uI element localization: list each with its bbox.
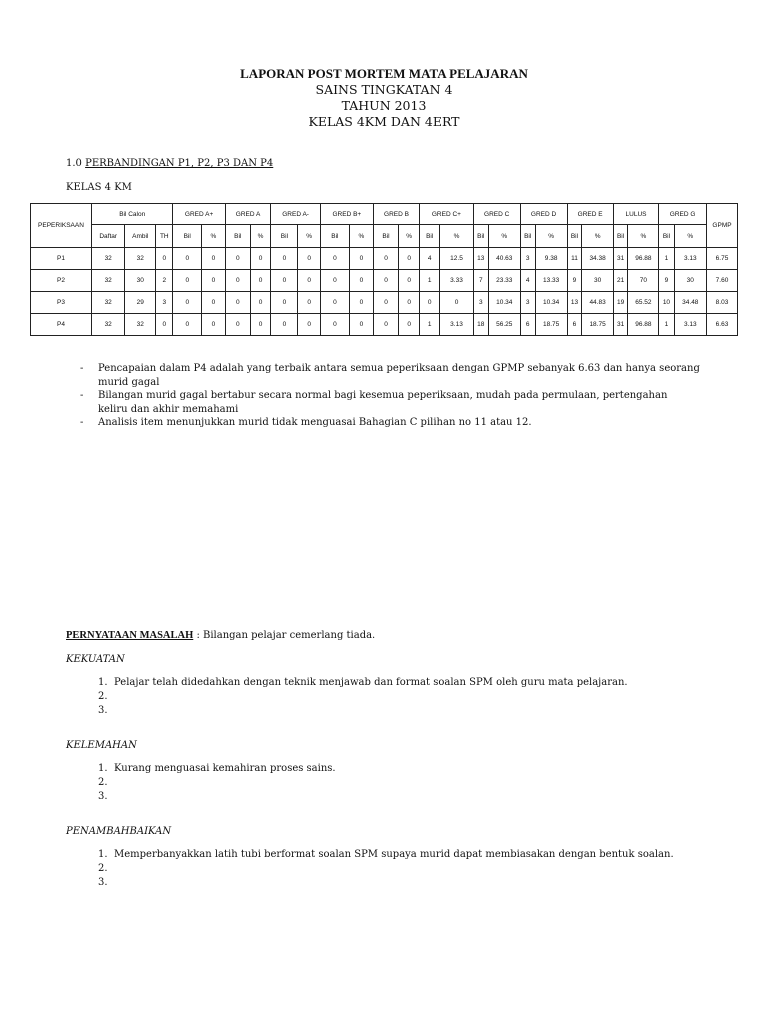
table-subheader-row — [31, 225, 738, 248]
report-subject: SAINS TINGKATAN 4 — [315, 82, 453, 97]
header-grade: GRED A+ — [173, 204, 225, 225]
problem-statement — [66, 630, 375, 641]
table-cell: 0 — [271, 292, 298, 314]
table-row — [31, 248, 738, 270]
table-header-row — [31, 204, 738, 225]
table-cell: 0 — [399, 270, 420, 292]
table-cell: 34.48 — [674, 292, 706, 314]
table-cell: 9 — [567, 270, 582, 292]
table-cell: 40.63 — [488, 248, 520, 270]
list-item: 3. — [98, 705, 108, 716]
table-body — [31, 248, 738, 336]
table-cell: 0 — [225, 248, 250, 270]
subheader-pct: % — [298, 225, 320, 248]
table-cell: 96.88 — [628, 314, 659, 336]
subheader-daftar: Daftar — [92, 225, 125, 248]
table-cell: 56.25 — [488, 314, 520, 336]
table-cell: 3.13 — [674, 248, 706, 270]
header-gpmp: GPMP — [707, 204, 738, 248]
table-cell: 32 — [125, 248, 156, 270]
header-grade: GRED A- — [271, 204, 320, 225]
header-grade: GRED E — [567, 204, 613, 225]
subheader-bil: Bil — [613, 225, 628, 248]
subheader-th: TH — [156, 225, 173, 248]
penambahbaikan-list — [98, 848, 674, 890]
table-cell: 1 — [420, 314, 440, 336]
report-classes: KELAS 4KM DAN 4ERT — [308, 114, 460, 129]
list-item: 1. Kurang menguasai kemahiran proses sains. — [98, 763, 336, 774]
table-cell: 0 — [373, 248, 398, 270]
table-cell: 0 — [320, 292, 349, 314]
table-cell: 7.60 — [707, 270, 738, 292]
exam-name-cell: P3 — [31, 292, 92, 314]
table-cell: 0 — [349, 270, 373, 292]
header-grade: LULUS — [613, 204, 659, 225]
list-item: 2. — [98, 691, 108, 702]
table-cell: 0 — [373, 270, 398, 292]
table-row — [31, 270, 738, 292]
table-cell: 32 — [92, 248, 125, 270]
exam-name-cell: P4 — [31, 314, 92, 336]
table-cell: 29 — [125, 292, 156, 314]
table-cell: 10.34 — [535, 292, 567, 314]
list-item: 3. — [98, 791, 108, 802]
kekuatan-title: KEKUATAN — [66, 654, 125, 665]
table-cell: 6.63 — [707, 314, 738, 336]
table-cell: 18 — [473, 314, 488, 336]
table-cell: 21 — [613, 270, 628, 292]
table-cell: 0 — [373, 314, 398, 336]
table-cell: 30 — [125, 270, 156, 292]
table-cell: 0 — [225, 270, 250, 292]
table-cell: 6.75 — [707, 248, 738, 270]
note-item: - Pencapaian dalam P4 adalah yang terbaik antara semua peperiksaan dengan GPMP sebanyak 6.63 dan hanya seorang murid gagal — [80, 362, 700, 389]
kelemahan-title: KELEMAHAN — [66, 740, 137, 751]
table-cell: 19 — [613, 292, 628, 314]
table-cell: 0 — [349, 292, 373, 314]
class-label: KELAS 4 KM — [66, 182, 132, 193]
report-year: TAHUN 2013 — [341, 98, 427, 113]
table-cell: 1 — [420, 270, 440, 292]
table-cell: 34.38 — [582, 248, 613, 270]
table-cell: 70 — [628, 270, 659, 292]
header-grade: GRED B+ — [320, 204, 373, 225]
table-cell: 0 — [173, 292, 202, 314]
table-cell: 9.38 — [535, 248, 567, 270]
table-cell: 0 — [320, 248, 349, 270]
section-title: PERBANDINGAN P1, P2, P3 DAN P4 — [85, 158, 274, 169]
table-cell: 0 — [399, 314, 420, 336]
subheader-bil: Bil — [173, 225, 202, 248]
subheader-pct: % — [674, 225, 706, 248]
table-cell: 4 — [520, 270, 535, 292]
subheader-bil: Bil — [373, 225, 398, 248]
header-grade: GRED D — [520, 204, 567, 225]
section-number: 1.0 — [66, 158, 82, 169]
table-cell: 0 — [202, 314, 226, 336]
table-cell: 10 — [659, 292, 674, 314]
results-table — [30, 203, 738, 336]
table-cell: 12.5 — [440, 248, 473, 270]
subheader-bil: Bil — [271, 225, 298, 248]
table-cell: 0 — [349, 248, 373, 270]
table-cell: 0 — [202, 248, 226, 270]
table-cell: 10.34 — [488, 292, 520, 314]
table-cell: 18.75 — [535, 314, 567, 336]
table-cell: 0 — [250, 314, 271, 336]
table-cell: 8.03 — [707, 292, 738, 314]
table-cell: 1 — [659, 314, 674, 336]
table-cell: 32 — [92, 314, 125, 336]
subheader-ambil: Ambil — [125, 225, 156, 248]
table-row — [31, 292, 738, 314]
table-row — [31, 314, 738, 336]
subheader-pct: % — [440, 225, 473, 248]
subheader-pct: % — [399, 225, 420, 248]
table-cell: 31 — [613, 314, 628, 336]
table-cell: 3.33 — [440, 270, 473, 292]
table-cell: 0 — [298, 292, 320, 314]
table-cell: 7 — [473, 270, 488, 292]
list-item: 3. — [98, 877, 108, 888]
subheader-bil: Bil — [320, 225, 349, 248]
table-cell: 23.33 — [488, 270, 520, 292]
subheader-bil: Bil — [659, 225, 674, 248]
problem-text: : Bilangan pelajar cemerlang tiada. — [193, 630, 376, 641]
table-cell: 6 — [520, 314, 535, 336]
table-cell: 0 — [271, 248, 298, 270]
header-grade: GRED G — [659, 204, 707, 225]
table-cell: 0 — [173, 248, 202, 270]
table-cell: 0 — [173, 314, 202, 336]
list-item: 1. Pelajar telah didedahkan dengan teknik menjawab dan format soalan SPM oleh guru mata pelajaran. — [98, 677, 628, 688]
table-cell: 30 — [582, 270, 613, 292]
exam-name-cell: P2 — [31, 270, 92, 292]
table-cell: 0 — [271, 270, 298, 292]
subheader-bil: Bil — [520, 225, 535, 248]
list-item: 1. Memperbanyakkan latih tubi berformat soalan SPM supaya murid dapat membiasakan dengan bentuk soalan. — [98, 849, 674, 860]
note-item: - Bilangan murid gagal bertabur secara normal bagi kesemua peperiksaan, mudah pada permulaan, pertengahan keliru dan akhir memahami — [80, 389, 700, 416]
header-grade: GRED C+ — [420, 204, 474, 225]
table-cell: 0 — [373, 292, 398, 314]
section-heading — [66, 158, 273, 169]
report-header — [0, 66, 768, 130]
table-cell: 0 — [298, 270, 320, 292]
subheader-pct: % — [582, 225, 613, 248]
subheader-bil: Bil — [225, 225, 250, 248]
subheader-pct: % — [250, 225, 271, 248]
table-cell: 2 — [156, 270, 173, 292]
table-cell: 32 — [92, 270, 125, 292]
table-cell: 0 — [320, 314, 349, 336]
table-cell: 0 — [225, 292, 250, 314]
table-cell: 0 — [250, 270, 271, 292]
subheader-pct: % — [535, 225, 567, 248]
subheader-pct: % — [349, 225, 373, 248]
table-cell: 9 — [659, 270, 674, 292]
problem-label: PERNYATAAN MASALAH — [66, 630, 194, 641]
table-cell: 0 — [298, 248, 320, 270]
kekuatan-list — [98, 676, 628, 718]
table-cell: 18.75 — [582, 314, 613, 336]
table-cell: 44.83 — [582, 292, 613, 314]
table-cell: 0 — [349, 314, 373, 336]
subheader-bil: Bil — [420, 225, 440, 248]
report-title: LAPORAN POST MORTEM MATA PELAJARAN — [240, 66, 528, 81]
table-cell: 0 — [156, 248, 173, 270]
header-grade: GRED A — [225, 204, 271, 225]
table-cell: 3 — [156, 292, 173, 314]
subheader-pct: % — [202, 225, 226, 248]
exam-name-cell: P1 — [31, 248, 92, 270]
table-cell: 31 — [613, 248, 628, 270]
list-item: 2. — [98, 777, 108, 788]
table-cell: 4 — [420, 248, 440, 270]
table-cell: 3 — [473, 292, 488, 314]
table-cell: 3.13 — [440, 314, 473, 336]
table-cell: 13 — [567, 292, 582, 314]
table-cell: 6 — [567, 314, 582, 336]
table-cell: 11 — [567, 248, 582, 270]
list-item: 2. — [98, 863, 108, 874]
table-cell: 0 — [202, 292, 226, 314]
table-cell: 0 — [298, 314, 320, 336]
table-cell: 13.33 — [535, 270, 567, 292]
table-cell: 0 — [399, 292, 420, 314]
table-cell: 0 — [399, 248, 420, 270]
subheader-pct: % — [488, 225, 520, 248]
table-cell: 32 — [125, 314, 156, 336]
penambahbaikan-title: PENAMBAHBAIKAN — [66, 826, 172, 837]
table-cell: 0 — [156, 314, 173, 336]
table-cell: 0 — [225, 314, 250, 336]
header-grade: GRED B — [373, 204, 419, 225]
table-cell: 13 — [473, 248, 488, 270]
table-cell: 0 — [440, 292, 473, 314]
table-cell: 0 — [173, 270, 202, 292]
table-cell: 0 — [420, 292, 440, 314]
table-cell: 0 — [271, 314, 298, 336]
table-cell: 30 — [674, 270, 706, 292]
subheader-bil: Bil — [473, 225, 488, 248]
table-cell: 1 — [659, 248, 674, 270]
table-cell: 0 — [250, 292, 271, 314]
table-cell: 96.88 — [628, 248, 659, 270]
table-cell: 3.13 — [674, 314, 706, 336]
subheader-pct: % — [628, 225, 659, 248]
kelemahan-list — [98, 762, 336, 804]
table-cell: 32 — [92, 292, 125, 314]
note-item: - Analisis item menunjukkan murid tidak menguasai Bahagian C pilihan no 11 atau 12. — [80, 416, 700, 430]
table-cell: 0 — [320, 270, 349, 292]
header-peperiksaan: PEPERIKSAAN — [31, 204, 92, 248]
table-cell: 0 — [250, 248, 271, 270]
table-cell: 65.52 — [628, 292, 659, 314]
header-bil-calon: Bil Calon — [92, 204, 173, 225]
analysis-notes — [80, 362, 700, 430]
header-grade: GRED C — [473, 204, 520, 225]
table-cell: 0 — [202, 270, 226, 292]
table-cell: 3 — [520, 248, 535, 270]
table-cell: 3 — [520, 292, 535, 314]
subheader-bil: Bil — [567, 225, 582, 248]
